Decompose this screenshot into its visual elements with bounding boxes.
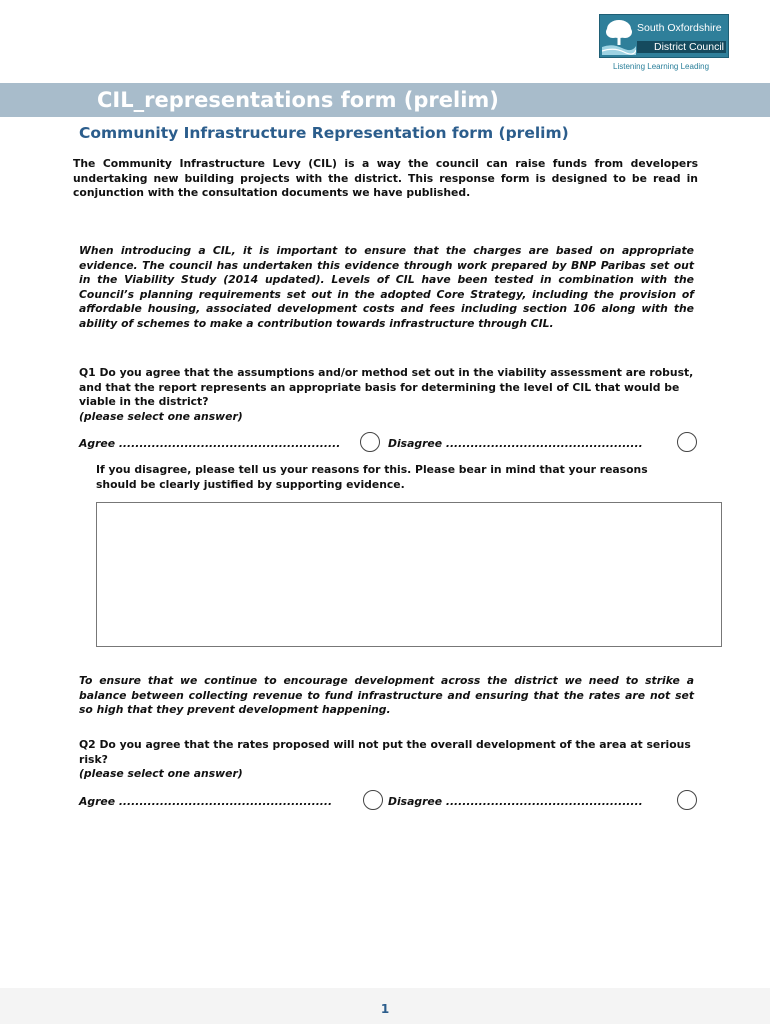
logo-tagline: Listening Learning Leading: [613, 62, 710, 71]
q1-agree-radio[interactable]: [360, 432, 380, 452]
question-2-text: Q2 Do you agree that the rates proposed will not put the overall development of the area at serious risk?: [79, 738, 691, 766]
page-number: 1: [380, 1002, 390, 1016]
question-2: [79, 738, 699, 782]
q2-disagree-label: Disagree: [388, 795, 443, 808]
q1-disagree-label: Disagree: [388, 437, 443, 450]
intro-paragraph: The Community Infrastructure Levy (CIL) is a way the council can raise funds from developers undertaking new building projects with the district. This response form is designed to be read in conjunction with the consultation documents we have published.: [73, 157, 698, 199]
q1-disagree-group: [388, 437, 643, 450]
logo-badge: [599, 14, 729, 58]
question-1-text: Q1 Do you agree that the assumptions and/or method set out in the viability assessment are robust, and that the report represents an appropriate basis for determining the level of CIL that would be viable in the district?: [79, 366, 694, 408]
q1-reasons-prompt: [96, 463, 736, 492]
q2-disagree-group: [388, 795, 643, 808]
page-title: CIL_representations form (prelim): [97, 88, 499, 112]
logo-name-line1: South Oxfordshire: [637, 22, 722, 34]
question-2-answers: [79, 795, 332, 808]
q2-disagree-radio[interactable]: [677, 790, 697, 810]
question-1-instruction: (please select one answer): [79, 409, 243, 423]
question-1: [79, 366, 699, 424]
q1-agree-dots: ......................................................: [118, 437, 341, 450]
question-2-instruction: (please select one answer): [79, 767, 243, 780]
context-paragraph-1: When introducing a CIL, it is important to ensure that the charges are based on appropriate evidence. The council has undertaken this evidence through work prepared by BNP Paribas set out in the Viability Study (2014 updated). Levels of CIL have been tested in combination with the Council’s planning requirements set out in the adopted Core Strategy, including the provision of affordable housing, associated development costs and fees including section 106 along with the ability of schemes to make a contribution towards infrastructure through CIL.: [79, 244, 694, 330]
q1-agree-label: Agree: [79, 437, 116, 450]
q1-reasons-line2: should be clearly justified by supporting evidence.: [96, 477, 405, 491]
question-1-answers: [79, 437, 340, 450]
q1-disagree-radio[interactable]: [677, 432, 697, 452]
q2-agree-radio[interactable]: [363, 790, 383, 810]
q2-agree-label: Agree: [79, 795, 116, 808]
tree-icon: [602, 17, 636, 55]
q1-disagree-dots: ................................................: [445, 437, 643, 450]
council-logo: [599, 14, 729, 74]
q1-reasons-line1: If you disagree, please tell us your reasons for this. Please bear in mind that your reasons: [96, 463, 648, 476]
form-subtitle: Community Infrastructure Representation form (prelim): [79, 124, 569, 142]
context-paragraph-2: To ensure that we continue to encourage development across the district we need to strike a balance between collecting revenue to fund infrastructure and ensuring that the rates are not set so high that they prevent development happening.: [79, 674, 694, 716]
q2-disagree-dots: ................................................: [445, 795, 643, 808]
logo-name-line2: District Council: [637, 41, 726, 53]
q1-reasons-textbox[interactable]: [96, 502, 722, 647]
q2-agree-dots: ....................................................: [118, 795, 333, 808]
